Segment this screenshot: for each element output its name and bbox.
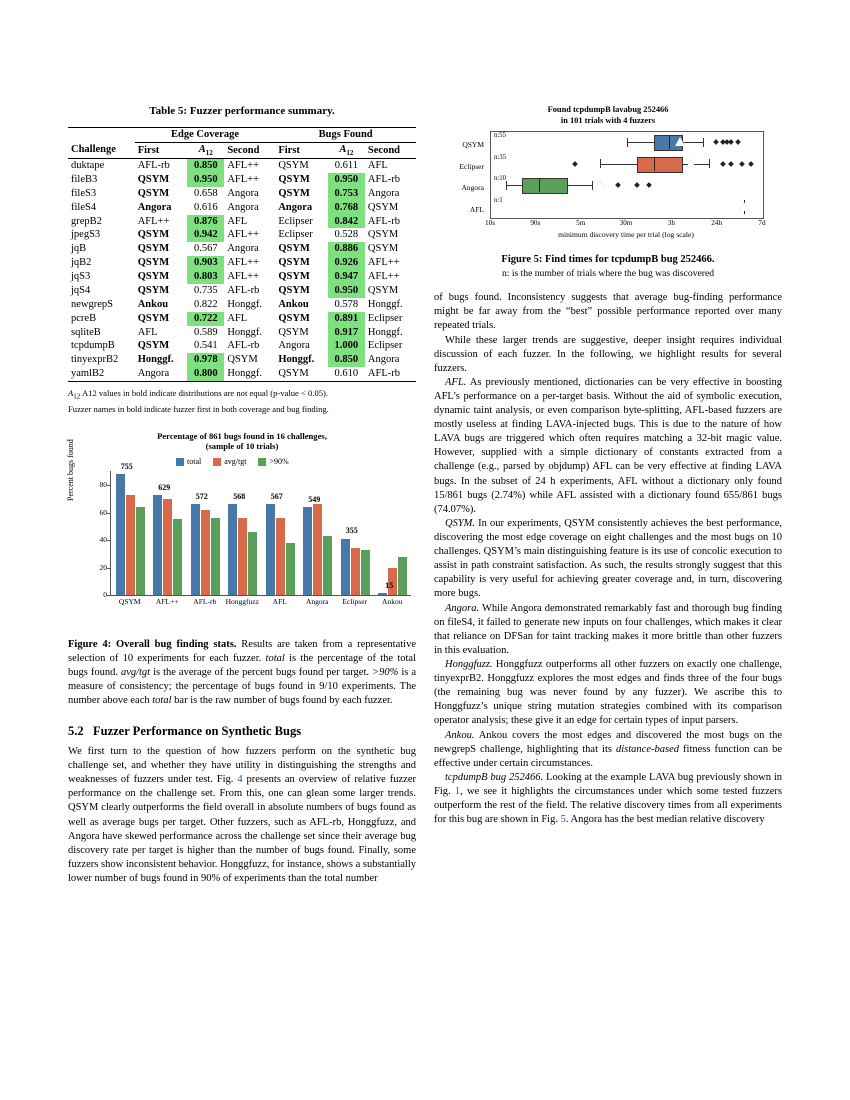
table-cell: 0.722	[187, 312, 224, 326]
table-cell: 0.578	[334, 298, 359, 310]
table-cell: AFL++	[367, 271, 400, 283]
bar-total	[341, 539, 350, 596]
table5-col-challenge: Challenge	[71, 144, 116, 156]
afl-text: As previously mentioned, dictionaries can be very effective in boosting AFL’s performance on a per-target basis. Without the aid of symbolic execution, dynamic taint analysis, or even comparison byte-splitting, AFL-based fuzzers are mostly useless at finding LAVA-injected bugs. This is due to the nature of how LAVA bugs are triggered which often requires matching a 32-bit magic value. However, supplied with a simple dictionary of constants extracted from a challenge (e.g., parsed by objdump) AFL can be very effective at finding LAVA bugs. In the subset of 24 h experiments, AFL without a dictionary only found 15/861 bugs (2.74%) while AFL assisted with a dictionary found 655/861 bugs (74.07%).	[434, 376, 782, 515]
table-cell: QSYM	[137, 312, 170, 324]
table-row	[68, 228, 416, 242]
table-cell: QSYM	[278, 187, 310, 199]
table-cell: Eclipser	[278, 229, 313, 241]
table-cell: 0.768	[328, 201, 365, 215]
right-paragraph-qsym	[434, 517, 782, 602]
bar-group	[191, 504, 220, 595]
table5-col-bug-second: Second	[367, 144, 401, 156]
table-row	[68, 284, 416, 298]
table-cell: AFL++	[227, 271, 259, 283]
table-cell: 0.567	[193, 243, 218, 255]
table-row	[68, 187, 416, 201]
table-cell: 0.541	[193, 340, 218, 352]
figure-4-caption	[68, 638, 416, 708]
table-cell: QSYM	[278, 257, 310, 269]
bar-avg/tgt	[313, 504, 322, 595]
table-cell: tcpdumpB	[71, 340, 115, 352]
table-cell: 0.616	[193, 201, 218, 213]
whisker-cap	[703, 138, 704, 147]
table-cell: Honggf.	[137, 354, 174, 366]
bar->90%	[248, 532, 257, 595]
box-category-label: Eclipser	[459, 161, 484, 171]
x-tick-label: AFL++	[155, 597, 179, 607]
table-cell: Angora	[278, 340, 310, 352]
legend-label: total	[187, 457, 202, 467]
table-row	[68, 312, 416, 326]
table-cell: QSYM	[367, 284, 399, 296]
table5-col-bug-first: First	[278, 144, 300, 156]
table5-col-bug-a12: $A_{12}$	[339, 143, 354, 157]
table-cell: AFL-rb	[227, 340, 260, 352]
table-row	[68, 256, 416, 270]
bar->90%	[211, 518, 220, 595]
table-cell: sqliteB	[71, 326, 101, 338]
table-cell: QSYM	[137, 257, 170, 269]
tcpdump-label: tcpdumpB bug 252466.	[445, 771, 544, 783]
table-cell: 0.589	[193, 326, 218, 338]
figure-4-title: Percentage of 861 bugs found in 16 challenges, (sample of 10 trials)	[157, 431, 327, 452]
table-cell: Angora	[367, 354, 400, 366]
table-cell: 0.753	[328, 187, 365, 201]
figure-4-ylabel: Percent bugs found	[66, 439, 75, 502]
table-cell: Ankou	[137, 298, 169, 310]
table-cell: Angora	[137, 368, 170, 380]
table-row	[68, 270, 416, 284]
table5-caption: Table 5: Fuzzer performance summary.	[149, 105, 335, 117]
ankou-label: Ankou.	[445, 729, 475, 741]
table-cell: 0.822	[193, 298, 218, 310]
box-category-label: Angora	[461, 183, 484, 192]
table-cell: AFL++	[227, 257, 259, 269]
x-tick-label: Honggfuzz	[225, 597, 259, 607]
bar->90%	[286, 543, 295, 595]
bar-total	[228, 504, 237, 595]
median-line	[669, 135, 670, 149]
table-cell: 0.950	[187, 173, 224, 187]
right-paragraph-1: of bugs found. Inconsistency suggests that average bug-finding performance might be far away from the “best” possible performance reported over many repeated trials.	[434, 292, 782, 332]
right-paragraph-afl	[434, 376, 782, 517]
figure-5-xlabel: minimum discovery time per trial (log scale)	[558, 230, 694, 239]
table-cell: jqB2	[71, 257, 92, 269]
table-row	[68, 339, 416, 353]
legend-item	[213, 457, 246, 466]
table-fuzzer-performance	[68, 127, 416, 382]
table-row	[68, 367, 416, 381]
y-tick-mark	[107, 513, 111, 514]
table-cell: 0.528	[334, 229, 359, 241]
table-cell: QSYM	[367, 243, 399, 255]
table-cell: AFL-rb	[367, 368, 401, 380]
bar-value-label: 549	[308, 495, 321, 505]
bar->90%	[136, 507, 145, 595]
table5-note-1: $A_{12}$ A12 values in bold indicate distributions are not equal (p-value < 0.05).	[68, 387, 329, 401]
right-paragraph-2: While these larger trends are suggestive, deeper insight requires individual discussion of each fuzzer. In the following, we highlight results for several fuzzers.	[434, 334, 782, 374]
table-cell: 0.903	[187, 256, 224, 270]
table-cell: AFL-rb	[367, 215, 401, 227]
mean-marker	[686, 159, 696, 168]
table-row	[68, 298, 416, 312]
bar-value-label: 15	[385, 580, 394, 590]
bar-group	[153, 495, 182, 596]
table-cell: AFL-rb	[227, 284, 260, 296]
figure-5-caption-sub: n: is the number of trials where the bug was discovered	[501, 268, 715, 280]
table-cell: 0.842	[328, 215, 365, 229]
table-cell: fileS3	[71, 187, 97, 199]
table-cell: AFL++	[367, 257, 400, 269]
table-row	[68, 326, 416, 340]
bar-group	[116, 474, 145, 595]
table-cell: 0.610	[334, 368, 359, 380]
x-tick-label: AFL	[272, 597, 287, 607]
figure-5-box-area	[490, 131, 764, 219]
table5-group-bugs-found: Bugs Found	[275, 128, 416, 143]
bar-group	[266, 504, 295, 595]
bar-avg/tgt	[201, 510, 210, 595]
right-paragraph-tcpdump	[434, 771, 782, 827]
bar-avg/tgt	[238, 518, 247, 595]
table-cell: Eclipser	[367, 312, 403, 324]
figure-5-title: Found tcpdumpB lavabug 252466 in 101 trials with 4 fuzzers	[547, 105, 669, 125]
legend-swatch	[213, 458, 221, 466]
table-cell: AFL++	[137, 215, 170, 227]
legend-label: >90%	[269, 457, 289, 467]
table-cell: AFL++	[227, 160, 259, 172]
x-tick-label: QSYM	[118, 597, 141, 607]
bar-avg/tgt	[163, 499, 172, 595]
table-cell: pcreB	[71, 312, 97, 324]
bar-value-label: 629	[158, 482, 171, 492]
x-tick-label: 10s	[485, 219, 495, 227]
y-tick-label: 40	[99, 535, 107, 545]
table-cell: 0.950	[328, 173, 365, 187]
table-cell: 1.000	[328, 339, 365, 353]
table-cell: 0.886	[328, 242, 365, 256]
table-cell: QSYM	[137, 243, 170, 255]
table-cell: Honggf.	[367, 326, 403, 338]
figure-5-caption	[434, 253, 782, 267]
whisker-cap	[506, 181, 507, 190]
table-cell: 0.942	[187, 228, 224, 242]
median-line	[654, 157, 655, 171]
table-cell: jqS4	[71, 284, 91, 296]
y-tick-mark	[107, 595, 111, 596]
table5-note-2: Fuzzer names in bold indicate fuzzer first in both coverage and bug finding.	[68, 403, 329, 414]
table-cell: Eclipser	[367, 340, 403, 352]
table5-col-cov-first: First	[137, 144, 160, 156]
table-cell: 0.850	[187, 159, 224, 173]
right-column	[434, 105, 782, 827]
x-tick-label: 24h	[711, 219, 723, 227]
table-cell: QSYM	[137, 284, 170, 296]
table-cell: AFL++	[227, 229, 259, 241]
table-cell: Angora	[137, 201, 172, 213]
bar->90%	[323, 536, 332, 595]
bar-total	[303, 507, 312, 595]
legend-label: avg/tgt	[224, 457, 247, 467]
bar-value-label: 567	[270, 492, 283, 502]
table-cell: QSYM	[137, 174, 170, 186]
x-tick-label: AFL-rb	[193, 597, 217, 607]
bar-total	[116, 474, 125, 595]
table-cell: AFL	[367, 160, 388, 172]
table-cell: 0.978	[187, 353, 224, 367]
x-tick-label: Angora	[306, 597, 329, 607]
table-cell: Angora	[278, 201, 313, 213]
table-cell: Angora	[227, 201, 259, 213]
bar-group	[228, 504, 257, 595]
honggfuzz-label: Honggfuzz.	[445, 659, 493, 671]
mean-marker	[595, 180, 605, 189]
x-tick-label: 3h	[667, 219, 675, 227]
tcpdump-text: Looking at the example LAVA bug previously shown in Fig. 1, we see it highlights the circumstances under which some tested fuzzers outperform the rest of the field. The relative discovery times from all experiments for this bug are shown in Fig. 5. Angora has the best median relative discovery	[434, 771, 782, 826]
bar-value-label: 755	[120, 462, 133, 472]
figure-4-caption-bold: Figure 4: Overall bug finding stats.	[68, 639, 237, 651]
x-tick-label: Eclipser	[342, 597, 368, 607]
table-cell: QSYM	[278, 271, 310, 283]
bar-total	[266, 504, 275, 595]
table-cell: QSYM	[227, 354, 258, 366]
qsym-text: In our experiments, QSYM consistently achieves the best performance, discovering the most edge coverage on eight challenges and the most bugs on 10 challenges. QSYM’s main distinguishing feature is its use of concolic execution to assist in path constraint satisfaction. As such, the results strongly suggest that this capability is very useful for achieving greater coverage and, in turn, discovering more bugs.	[434, 517, 782, 600]
figure-4-legend	[176, 457, 289, 466]
y-tick-mark	[107, 485, 111, 486]
x-tick-label: 90s	[530, 219, 541, 227]
median-line	[539, 178, 540, 192]
table-cell: QSYM	[278, 243, 310, 255]
bar-value-label: 572	[195, 491, 208, 501]
mean-marker	[739, 202, 749, 211]
table-cell: Honggf.	[278, 354, 315, 366]
table-cell: 0.917	[328, 326, 365, 340]
table-cell: QSYM	[278, 160, 309, 172]
y-tick-mark	[107, 540, 111, 541]
table-cell: QSYM	[278, 174, 310, 186]
table5-col-cov-a12: $A_{12}$	[198, 143, 213, 157]
bar-total	[191, 504, 200, 595]
x-tick-label: Ankou	[382, 597, 403, 607]
table-cell: duktape	[71, 160, 105, 172]
table-cell: QSYM	[278, 368, 309, 380]
bar-value-label: 568	[233, 492, 246, 502]
figure-5-chart	[434, 105, 782, 247]
table-row	[68, 215, 416, 229]
table-cell: AFL++	[227, 174, 259, 186]
afl-label: AFL.	[445, 376, 467, 388]
table-cell: AFL-rb	[137, 160, 170, 172]
section-title: Fuzzer Performance on Synthetic Bugs	[93, 724, 302, 739]
table-cell: 0.950	[328, 284, 365, 298]
table-cell: QSYM	[137, 271, 170, 283]
x-tick-label: 5m	[576, 219, 586, 227]
table-row	[68, 201, 416, 215]
table-row	[68, 353, 416, 367]
bar->90%	[173, 519, 182, 595]
x-tick-label: 7d	[758, 219, 766, 227]
table5-col-cov-second: Second	[227, 144, 260, 156]
table-cell: QSYM	[278, 312, 310, 324]
table5-group-edge-coverage: Edge Coverage	[135, 128, 276, 143]
table-cell: 0.611	[334, 160, 358, 172]
table-cell: QSYM	[137, 187, 170, 199]
section-number: 5.2	[68, 724, 84, 739]
whisker-cap	[709, 159, 710, 168]
y-tick-mark	[107, 568, 111, 569]
table-cell: AFL	[137, 326, 158, 338]
box	[637, 157, 684, 173]
legend-item	[176, 457, 201, 466]
table-cell: QSYM	[137, 340, 170, 352]
table-cell: QSYM	[367, 229, 399, 241]
bar-avg/tgt	[351, 548, 360, 595]
box-n-label: n:10	[494, 175, 507, 182]
table-cell: 0.891	[328, 312, 365, 326]
figure-5-plot-area	[434, 129, 782, 247]
right-paragraph-ankou	[434, 729, 782, 771]
section-heading	[68, 724, 416, 739]
reference-fig5[interactable]: 5	[560, 814, 566, 826]
table-cell: AFL	[227, 312, 248, 324]
box	[522, 178, 568, 194]
box-row	[491, 197, 763, 219]
table-cell: 0.876	[187, 215, 224, 229]
box-category-label: QSYM	[462, 140, 484, 149]
y-tick-label: 0	[103, 590, 107, 600]
y-tick-label: 20	[99, 562, 107, 572]
table-cell: Angora	[227, 187, 259, 199]
legend-swatch	[176, 458, 184, 466]
table-cell: 0.658	[193, 187, 218, 199]
box-n-label: n:1	[494, 196, 503, 204]
ankou-text: Ankou covers the most edges and discovered the most bugs on the newgrepS challenge, highlighting that its distance-based fitness function can be effective under certain circumstances.	[434, 729, 783, 769]
table-row	[68, 242, 416, 256]
angora-text: While Angora demonstrated remarkably fast and thorough bug finding on fileS4, it failed to generate new inputs on four challenges, which makes it clear that reliance on DFSan for taint tracking makes it more brittle than other fuzzers in this evaluation.	[434, 602, 782, 656]
bar-group	[341, 539, 370, 596]
angora-label: Angora.	[445, 602, 480, 614]
figure-5-caption-bold: Figure 5: Find times for tcpdumpB bug 252466.	[501, 254, 715, 265]
table-cell: AFL-rb	[367, 174, 401, 186]
section-paragraph: We first turn to the question of how fuzzers perform on the synthetic bug challenge set, and whether they have utility in distinguishing the strengths and weaknesses of fuzzers under test. Fig. 4 presents an overview of relative fuzzer performance on the challenge set. From this, one can glean some larger trends. QSYM clearly outperforms the field overall in absolute numbers of bugs found as well as average bugs per target. Other fuzzers, such as AFL-rb, Honggfuzz, and Angora have skewed performance across the challenge set since their average bug discovery rate per target is higher than the number of bugs found. Finally, some fuzzers show inconsistent behavior. Honggfuzz, for instance, shows a substantially lower number of bugs found in 90% of experiments than the total number	[68, 746, 416, 884]
bar-avg/tgt	[126, 495, 135, 596]
table-cell: yamlB2	[71, 368, 105, 380]
box-category-label: AFL	[469, 204, 484, 214]
table-cell: Angora	[367, 187, 400, 199]
table-cell: 0.850	[328, 353, 365, 367]
table5-note-1-text: A12 values in bold indicate distributions are not equal (p-value < 0.05).	[81, 387, 329, 398]
table-cell: Eclipser	[278, 215, 313, 227]
legend-item	[258, 457, 288, 466]
table-cell: 0.947	[328, 270, 365, 284]
table-cell: 0.735	[193, 284, 218, 296]
table-cell: Honggf.	[227, 326, 263, 338]
mean-marker	[675, 137, 685, 146]
table-row	[68, 173, 416, 187]
table-cell: QSYM	[367, 201, 399, 213]
bar-total	[378, 593, 387, 595]
bar-total	[153, 495, 162, 596]
table-cell: fileB3	[71, 174, 98, 186]
qsym-label: QSYM.	[445, 517, 476, 529]
legend-swatch	[258, 458, 266, 466]
table-cell: newgrepS	[71, 298, 113, 310]
x-tick-label: 30m	[619, 219, 633, 227]
table-row	[68, 159, 416, 173]
right-paragraph-honggfuzz	[434, 658, 782, 729]
table-cell: QSYM	[278, 326, 309, 338]
table-cell: Ankou	[278, 298, 309, 310]
bar-value-label: 355	[345, 526, 358, 536]
table-cell: jqB	[71, 243, 87, 255]
table-cell: tinyexprB2	[71, 354, 119, 366]
table-cell: QSYM	[278, 284, 310, 296]
bar-avg/tgt	[276, 518, 285, 595]
right-paragraph-angora	[434, 602, 782, 658]
table-cell: jqS3	[71, 271, 91, 283]
bar-group	[303, 504, 332, 595]
table-cell: Honggf.	[227, 298, 263, 310]
reference-fig4[interactable]: 4	[237, 774, 243, 786]
table-cell: Angora	[227, 243, 259, 255]
box-row	[491, 175, 763, 197]
whisker-cap	[600, 159, 601, 168]
table-cell: Honggf.	[367, 298, 403, 310]
figure-4-chart	[68, 431, 416, 628]
table-cell: 0.803	[187, 270, 224, 284]
y-tick-label: 60	[99, 507, 107, 517]
table-cell: AFL	[227, 215, 248, 227]
table-cell: 0.926	[328, 256, 365, 270]
whisker-cap	[592, 181, 593, 190]
table-cell: jpegS3	[71, 229, 101, 241]
y-tick-label: 80	[99, 480, 107, 490]
whisker-cap	[627, 138, 628, 147]
left-column	[68, 105, 416, 886]
table-cell: 0.800	[187, 367, 224, 381]
honggfuzz-text: Honggfuzz outperforms all other fuzzers on exactly one challenge, tinyexprB2. Honggfuzz explores the most edges and finds three of the four bugs (the remaining bug was never found by any fuzzer). We ascribe this to Honggfuzz’s unique string mutation strategies combined with its comparison operator analysis; these give it an edge for certain types of input parsers.	[434, 659, 782, 727]
box-n-label: n:55	[494, 132, 507, 139]
table-cell: QSYM	[137, 229, 170, 241]
table-cell: Honggf.	[227, 368, 263, 380]
box-n-label: n:35	[494, 153, 507, 161]
table-cell: grepB2	[71, 215, 102, 227]
figure-4-caption-rest: Results are taken from a representative selection of 10 experiments for each fuzzer. total is the percentage of the total bugs found. avg/tgt is the average of the percent bugs found per target. >90% is a measure of consistency; the percentage of bugs found in 9/10 experiments. The number above each total bar is the raw number of bugs found by each fuzzer.	[68, 639, 416, 707]
table-cell: fileS4	[71, 201, 97, 213]
reference-fig1[interactable]: 1	[454, 786, 461, 797]
